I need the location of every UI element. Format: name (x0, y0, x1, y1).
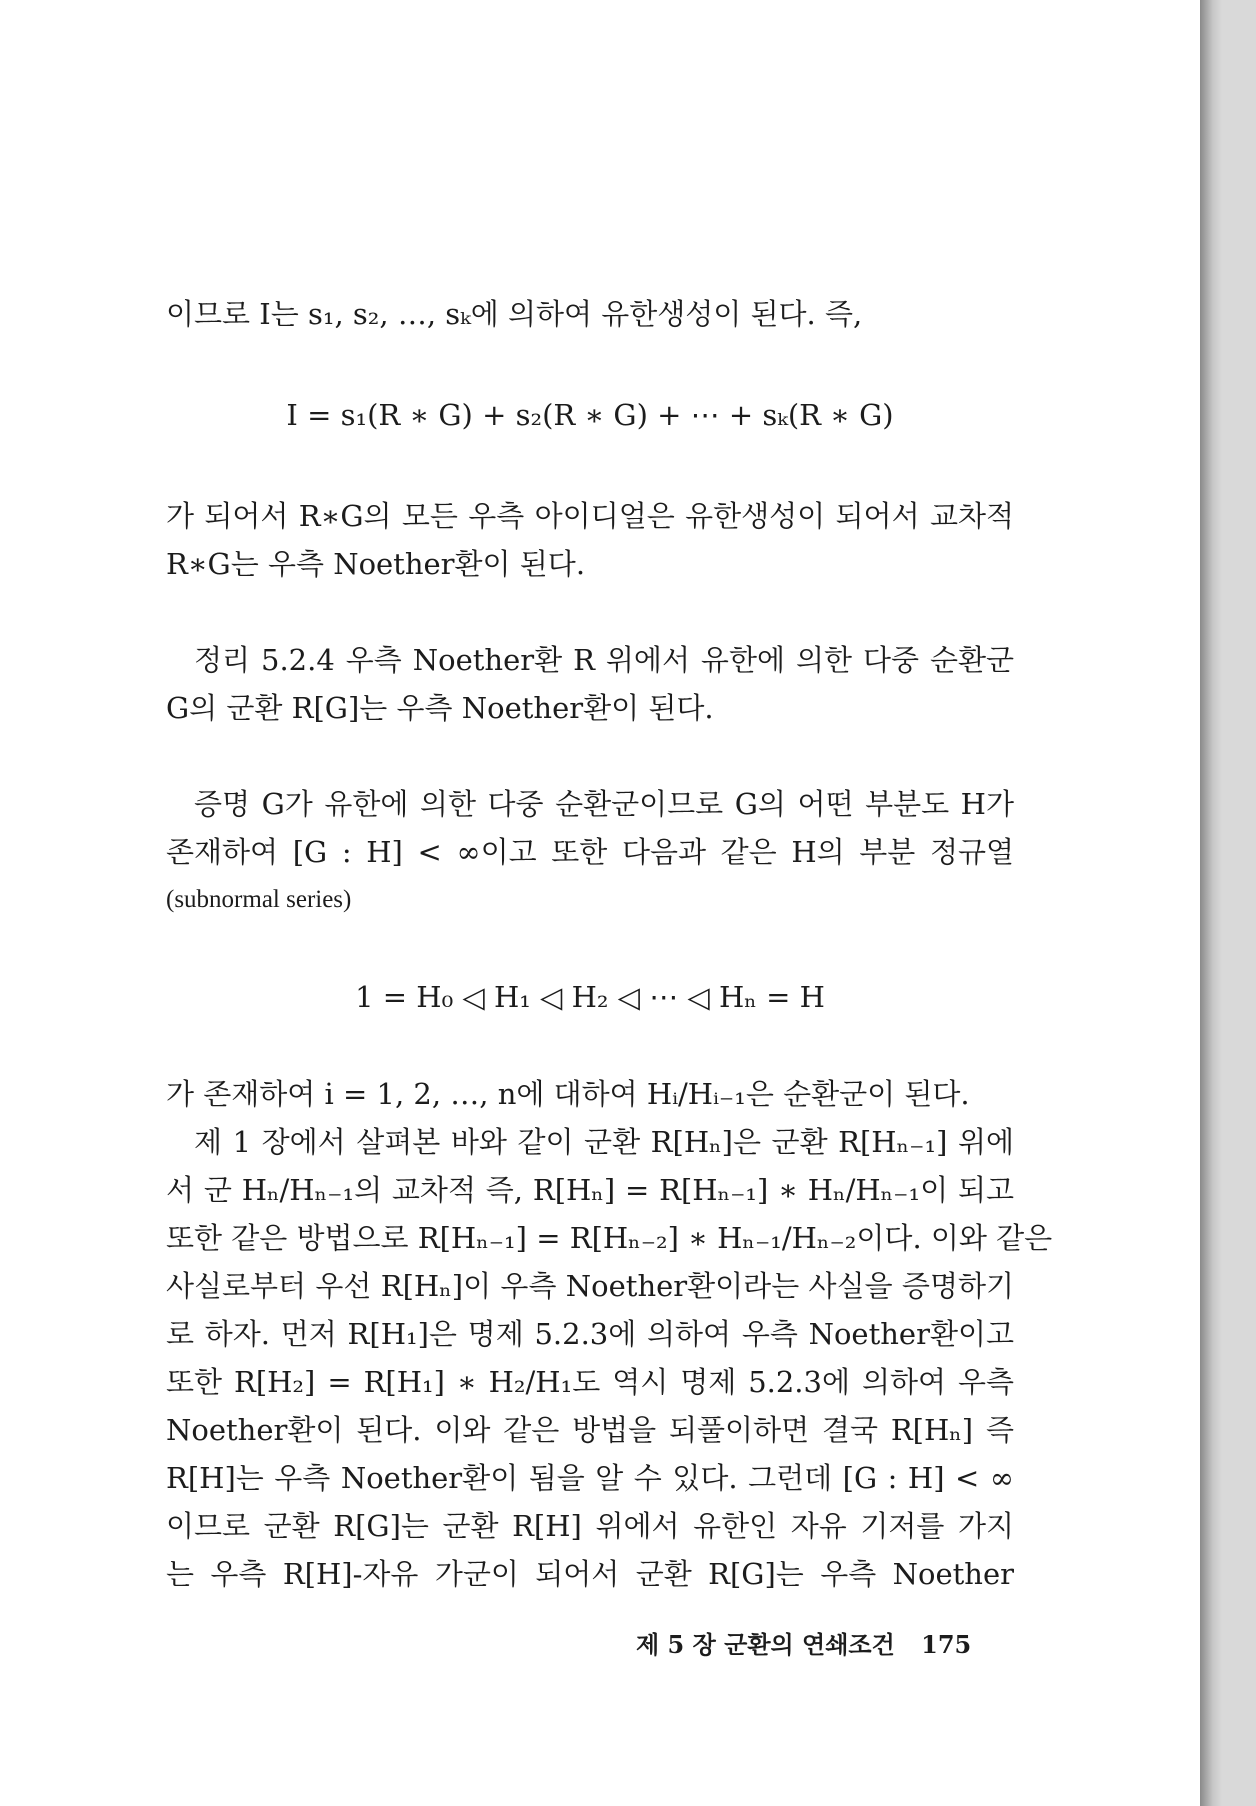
proof-paragraph (166, 780, 1014, 924)
text-line: 증명 G가 유한에 의한 다중 순환군이므로 G의 어떤 부분도 H가 (194, 787, 1014, 821)
text-line: 이므로 군환 R[G]는 군환 R[H] 위에서 유한인 자유 기저를 가지 (166, 1509, 1014, 1543)
text-line: 서 군 Hₙ/Hₙ₋₁의 교차적 즉, R[Hₙ] = R[Hₙ₋₁] ∗ Hₙ/Hₙ₋₁이 되고 (166, 1173, 1014, 1207)
page-number: 175 (921, 1630, 972, 1659)
equation-subnormal-series: 1 = H₀ ◁ H₁ ◁ H₂ ◁ ⋯ ◁ Hₙ = H (355, 980, 825, 1014)
text-line: 또한 같은 방법으로 R[Hₙ₋₁] = R[Hₙ₋₂] ∗ Hₙ₋₁/Hₙ₋₂이다. 이와 같은 (166, 1221, 1053, 1255)
paragraph-intro (166, 290, 1014, 338)
text-line: 가 존재하여 i = 1, 2, …, n에 대하여 Hᵢ/Hᵢ₋₁은 순환군이 된다. (166, 1077, 970, 1111)
paragraph-conclusion (166, 492, 1014, 588)
text-line: 정리 5.2.4 우측 Noether환 R 위에서 유한에 의한 다중 순환군 (194, 643, 1014, 677)
text-line: 사실로부터 우선 R[Hₙ]이 우측 Noether환이라는 사실을 증명하기 (166, 1269, 1014, 1303)
text-line: 가 되어서 R∗G의 모든 우측 아이디얼은 유한생성이 되어서 교차적 (166, 499, 1014, 533)
text-line: R[H]는 우측 Noether환이 됨을 알 수 있다. 그런데 [G : H] < ∞ (166, 1461, 1014, 1495)
text-line: 존재하여 [G : H] < ∞이고 또한 다음과 같은 H의 부분 정규열 (166, 835, 1014, 869)
text-line: R∗G는 우측 Noether환이 된다. (166, 547, 586, 581)
text-line: 또한 R[H₂] = R[H₁] ∗ H₂/H₁도 역시 명제 5.2.3에 의하여 우측 (166, 1365, 1014, 1399)
running-head: 제 5 장 군환의 연쇄조건 (636, 1630, 895, 1659)
text-line: 이므로 I는 s₁, s₂, …, sₖ에 의하여 유한생성이 된다. 즉, (166, 297, 863, 331)
text-line: Noether환이 된다. 이와 같은 방법을 되풀이하면 결국 R[Hₙ] 즉 (166, 1413, 1014, 1447)
theorem-5-2-4 (166, 636, 1014, 732)
page-edge-shadow (1200, 0, 1222, 1806)
text-line: 로 하자. 먼저 R[H₁]은 명제 5.2.3에 의하여 우측 Noether환이고 (166, 1317, 1014, 1351)
text-line: 는 우측 R[H]-자유 가군이 되어서 군환 R[G]는 우측 Noether (166, 1557, 1014, 1591)
page-footer (636, 1625, 971, 1660)
equation-ideal-generation: I = s₁(R ∗ G) + s₂(R ∗ G) + ⋯ + sₖ(R ∗ G) (286, 398, 894, 432)
text-line: (subnormal series) (166, 886, 352, 913)
text-line: 제 1 장에서 살펴본 바와 같이 군환 R[Hₙ]은 군환 R[Hₙ₋₁] 위에 (194, 1125, 1014, 1159)
text-line: G의 군환 R[G]는 우측 Noether환이 된다. (166, 691, 714, 725)
proof-continuation (166, 1070, 1053, 1598)
